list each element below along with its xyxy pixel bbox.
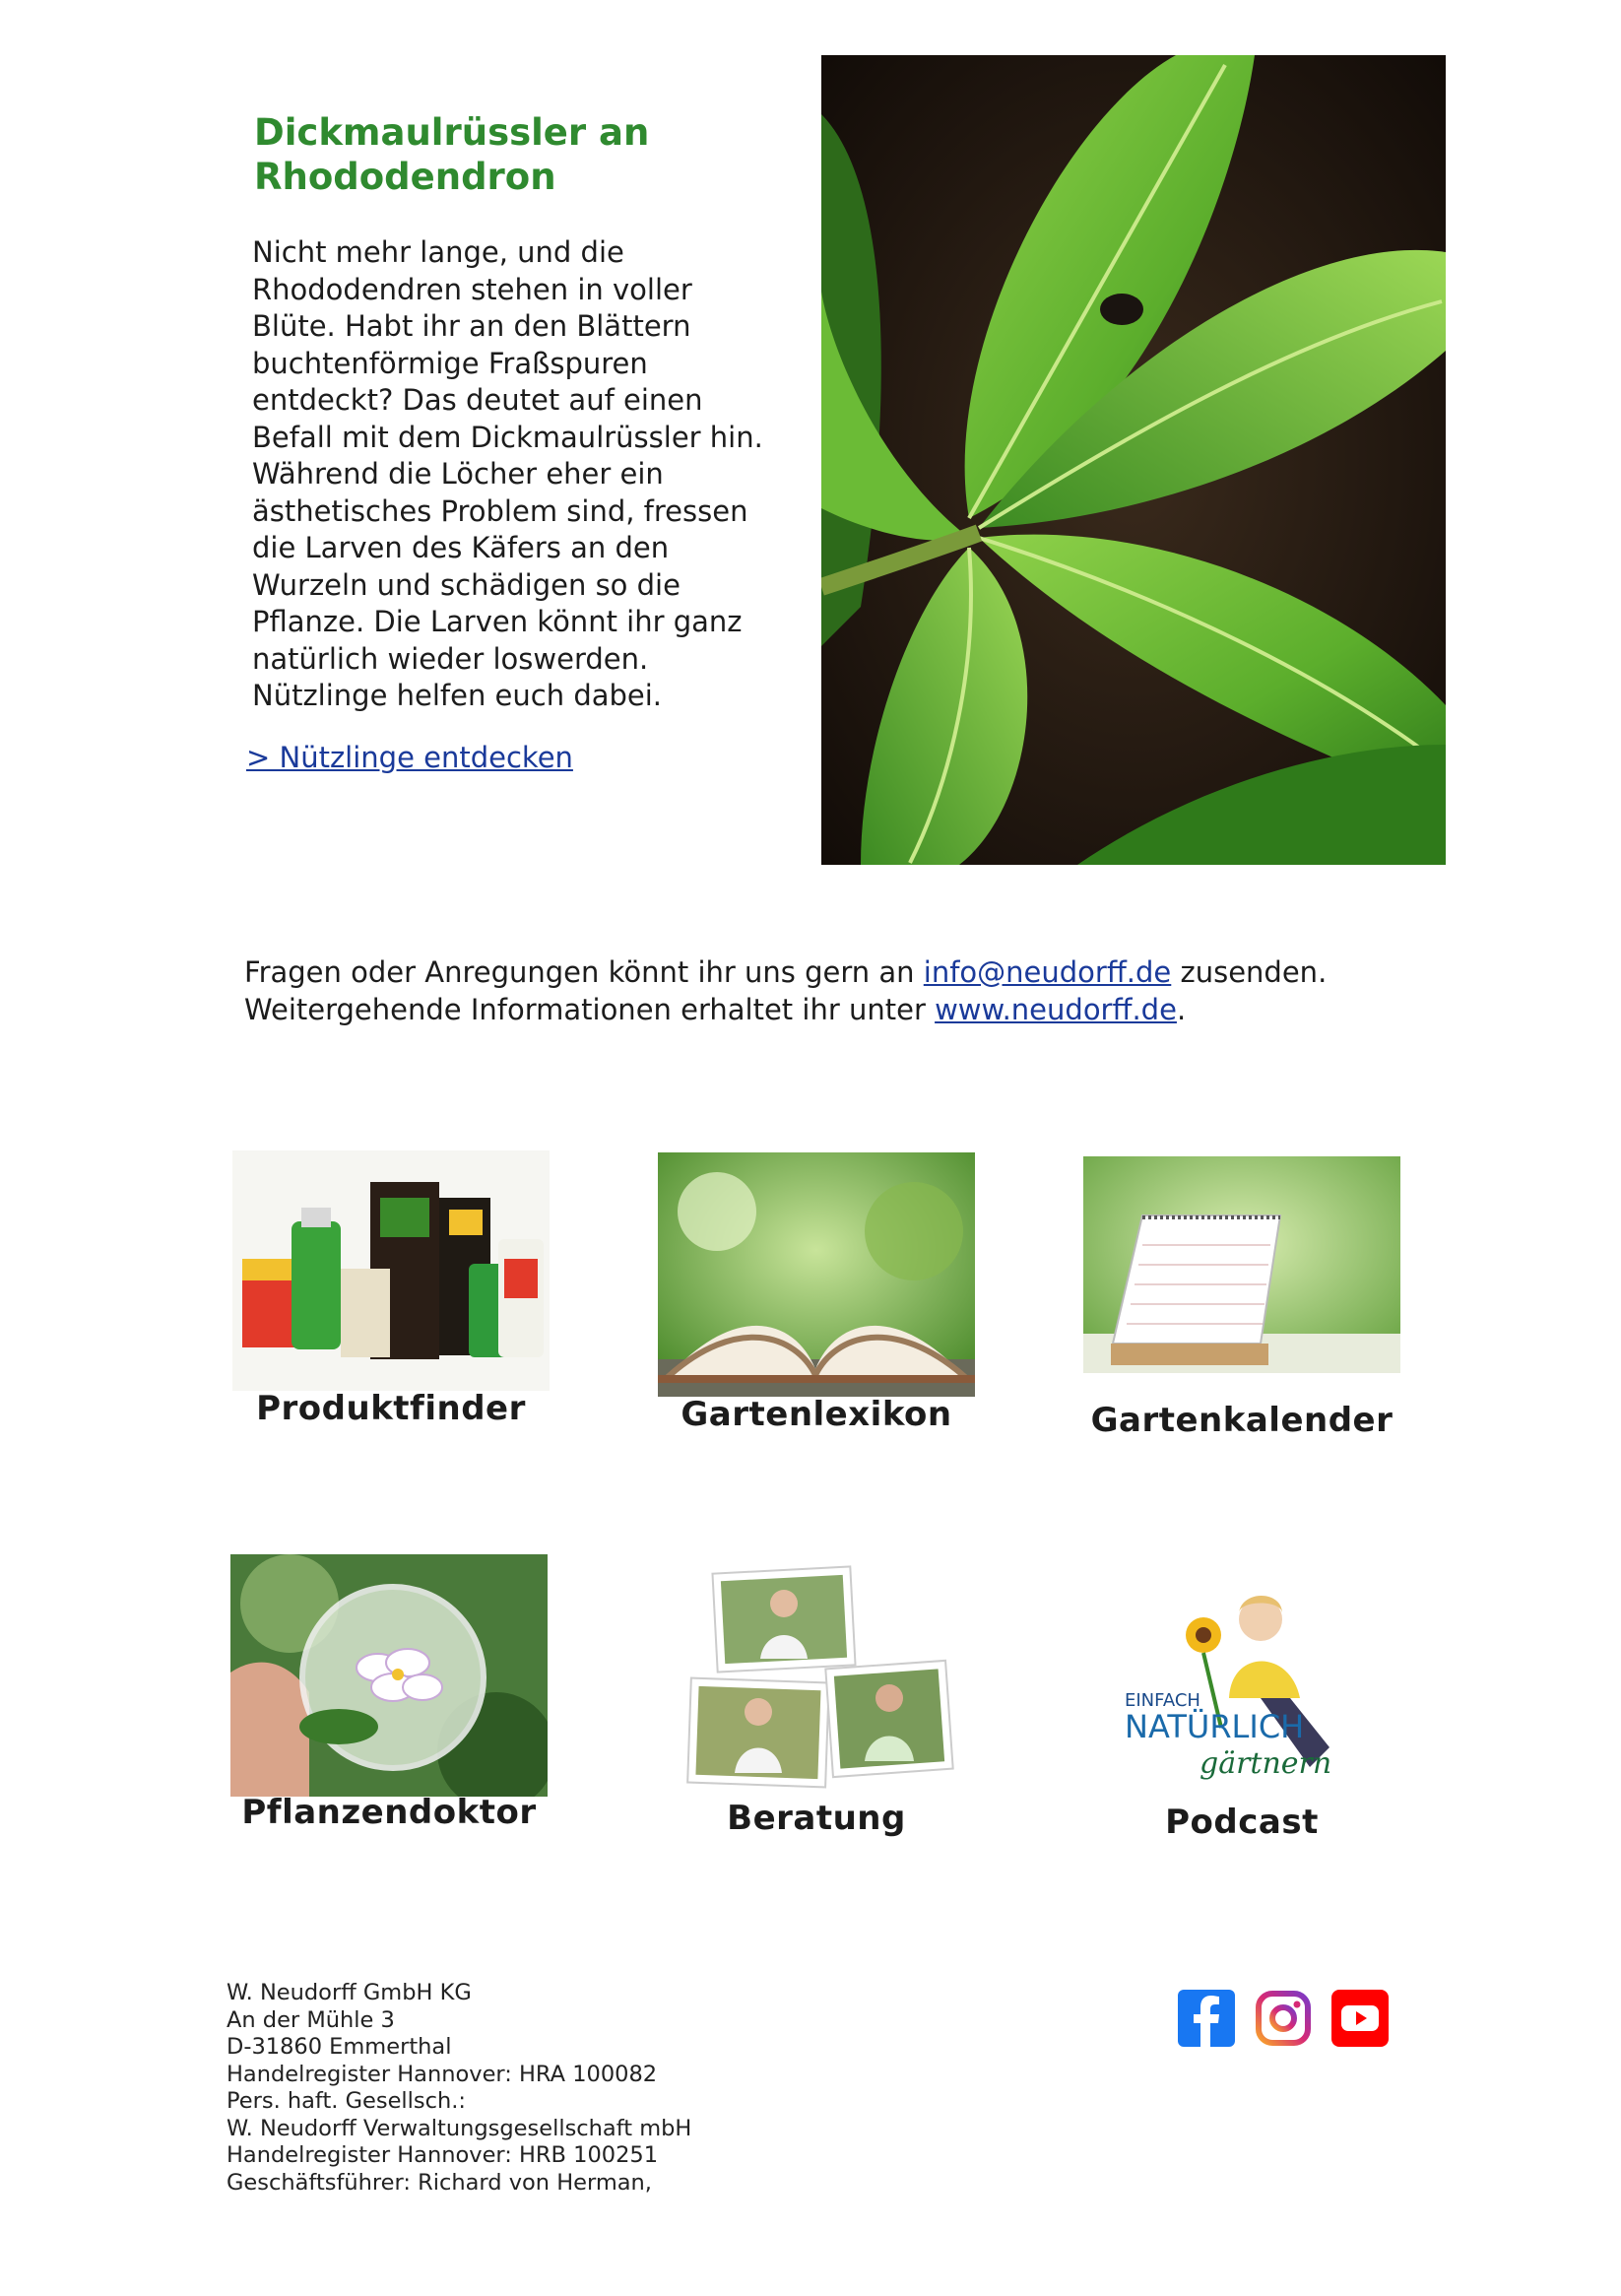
imprint-line: Geschäftsführer: Richard von Herman, <box>227 2169 652 2196</box>
podcast-logo-line3: gärtnern <box>1200 1746 1332 1781</box>
imprint <box>227 1980 916 2197</box>
website-link[interactable]: www.neudorff.de <box>935 993 1177 1026</box>
article-body: Nicht mehr lange, und die Rhododendren stehen in voller Blüte. Habt ihr an den Blättern buchtenförmige Fraßspuren entdeckt? Das deutet auf einen Befall mit dem Dickmaulrüssler hin. Während die Löcher eher ein ästhetisches Problem sind, fressen die Larven des Käfers an den Wurzeln und schädigen so die Pflanze. Die Larven könnt ihr ganz natürlich wieder loswerden. Nützlinge helfen euch dabei. <box>252 235 763 712</box>
pflanzendoktor-image[interactable] <box>230 1554 548 1797</box>
imprint-line: D-31860 Emmerthal <box>227 2034 452 2060</box>
imprint-line: W. Neudorff Verwaltungsgesellschaft mbH <box>227 2115 692 2141</box>
podcast-logo-line2: NATÜRLICH <box>1125 1708 1305 1745</box>
gartenlexikon-image[interactable] <box>658 1152 975 1397</box>
tile-podcast-label[interactable]: Podcast <box>1165 1803 1319 1842</box>
tile-gartenkalender-label[interactable]: Gartenkalender <box>1090 1401 1394 1440</box>
email-link[interactable]: info@neudorff.de <box>923 955 1172 989</box>
podcast-logo-line1: EINFACH <box>1125 1690 1200 1711</box>
nuetzlinge-link[interactable]: > Nützlinge entdecken <box>246 741 573 774</box>
imprint-line: Handelregister Hannover: HRB 100251 <box>227 2142 659 2168</box>
gartenkalender-image[interactable] <box>1083 1156 1400 1373</box>
imprint-line: W. Neudorff GmbH KG <box>227 1980 472 2005</box>
imprint-line: Pers. haft. Gesellsch.: <box>227 2088 467 2114</box>
podcast-logo[interactable] <box>1113 1580 1369 1801</box>
tile-gartenlexikon-label[interactable]: Gartenlexikon <box>681 1395 952 1434</box>
tile-pflanzendoktor-label[interactable]: Pflanzendoktor <box>241 1793 537 1832</box>
article-title: Dickmaulrüssler an Rhododendron <box>254 111 650 198</box>
tile-produktfinder-label[interactable]: Produktfinder <box>256 1389 526 1428</box>
beratung-image[interactable] <box>685 1564 957 1793</box>
produktfinder-image[interactable] <box>232 1150 550 1391</box>
facebook-icon[interactable] <box>1178 1990 1235 2047</box>
instagram-icon[interactable] <box>1255 1990 1312 2047</box>
contact-text: Fragen oder Anregungen könnt ihr uns gern an info@neudorff.de zusenden. Weitergehende Informationen erhaltet ihr unter www.neudorff.de. <box>244 955 1328 1026</box>
tile-beratung-label[interactable]: Beratung <box>727 1799 906 1838</box>
imprint-line: An der Mühle 3 <box>227 2006 395 2033</box>
rhododendron-leaf-photo <box>821 55 1446 865</box>
imprint-line: Handelregister Hannover: HRA 100082 <box>227 2061 658 2087</box>
youtube-icon[interactable] <box>1331 1990 1389 2047</box>
